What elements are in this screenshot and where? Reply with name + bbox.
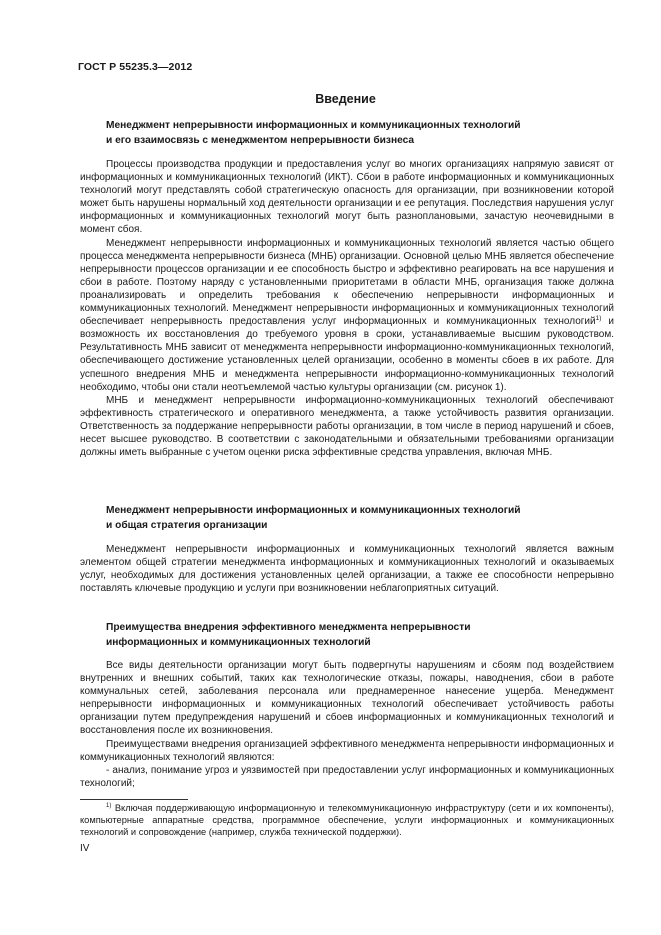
- footnote-reference: 1): [595, 315, 602, 323]
- page-number: IV: [80, 843, 90, 854]
- footnote-mark: 1): [106, 803, 112, 809]
- section-1: [80, 118, 614, 148]
- section-3: [80, 620, 614, 650]
- section-title: Введение: [315, 92, 376, 106]
- paragraph: Все виды деятельности организации могут быть подвергнуты нарушениям и сбоям под воздействием внутренних и внешних событий, таких как технологические отказы, пожары, наводнения, сбои в работе коммунальных сетей, заболевания персонала или преднамеренное нанесение ущерба. Менеджмент непрерывности информационных и коммуникационных технологий обеспечивает устойчивость работы организации путем предупреждения нарушений и сбоев информационных и коммуникационных технологий и восстановления после их возникновения.: [80, 660, 614, 737]
- footnote-separator: [80, 799, 188, 800]
- section-1-heading: Менеджмент непрерывности информационных и коммуникационных технологий и его взаимосвязь с менеджментом непрерывности бизнеса: [106, 120, 521, 146]
- footnote: $^{1)}$ Включая поддерживающую информационную и телекоммуникационную инфраструктуру (сети и их компоненты), компьютерные аппаратные средства, программное обеспечение, услуги информационных и коммуникационных технологий и сопровождение (например, служба технической поддержки).: [80, 803, 614, 838]
- section-2-body: [80, 543, 614, 595]
- paragraph: Процессы производства продукции и предоставления услуг во многих организациях напрямую зависят от информационных и коммуникационных технологий (ИКТ). Сбои в работе информационных и коммуникационных технологий могут представлять собой стратегическую опасность для организации, при возникновении которой может быть нарушены нормальный ход деятельности организации и ее репутация. Последствия нарушения услуг информационных и коммуникационных технологий могут быть разноплановыми, зачастую неочевидными в момент сбоя.: [80, 159, 614, 236]
- section-3-body: [80, 659, 614, 790]
- list-item: - анализ, понимание угроз и уязвимостей при предоставлении услуг информационных и коммуникационных технологий;: [80, 764, 614, 789]
- paragraph: Преимуществами внедрения организацией эффективного менеджмента непрерывности информационных и коммуникационных технологий являются:: [80, 738, 614, 763]
- section-3-heading: Преимущества внедрения эффективного менеджмента непрерывности информационных и коммуникационных технологий: [106, 622, 471, 648]
- section-2-heading: Менеджмент непрерывности информационных и коммуникационных технологий и общая стратегия организации: [106, 505, 521, 531]
- paragraph: Менеджмент непрерывности информационных и коммуникационных технологий является частью общего процесса менеджмента непрерывности бизнеса (МНБ) организации. Основной целью МНБ является обеспечение непрерывности процессов организации и ее способность быстро и эффективно реагировать на все нарушения и сбои в работе. Поэтому наряду с установленными приоритетами в области МНБ, организация также должна проанализировать и определить требования к обеспечению непрерывности информационных и коммуникационных технологий. Менеджмент непрерывности информационных и коммуникационных технологий обеспечивает непрерывность предоставления услуг информационных и коммуникационных технологий$^{1)}$ и возможность их восстановления до требуемого уровня в сроки, устанавливаемые высшим руководством. Результативность МНБ зависит от менеджмента непрерывности информационно-коммуникационных технологий, обеспечивающего достижение установленных целей организации, особенно в моменты сбоев в их работе. Для успешного внедрения МНБ и менеджмента непрерывности информационно-коммуникационных технологий необходимо, чтобы они стали неотъемлемой частью культуры организации (см. рисунок 1).: [80, 237, 615, 393]
- section-1-body: [80, 158, 614, 459]
- paragraph: МНБ и менеджмент непрерывности информационно-коммуникационных технологий обеспечивают эффективность стратегического и оперативного менеджмента, а также устойчивость развития организации. Ответственность за поддержание непрерывности работы организации, в том числе в период нарушений и сбоев, несет высшее руководство. В соответствии с законодательными и обязательными требованиями организации должны иметь выбранные с учетом оценки риска эффективные средства управления, включая МНБ.: [80, 394, 614, 459]
- paragraph: Менеджмент непрерывности информационных и коммуникационных технологий является важным элементом общей стратегии менеджмента информационных и коммуникационных технологий и оказываемых услуг, необходимых для достижения установленных целей организации, а также ее способности непрерывно поставлять ключевые продукцию и услуги при возникновении неблагоприятных ситуаций.: [80, 544, 614, 595]
- document-header: ГОСТ Р 55235.3—2012: [78, 61, 193, 73]
- section-2: [80, 503, 614, 533]
